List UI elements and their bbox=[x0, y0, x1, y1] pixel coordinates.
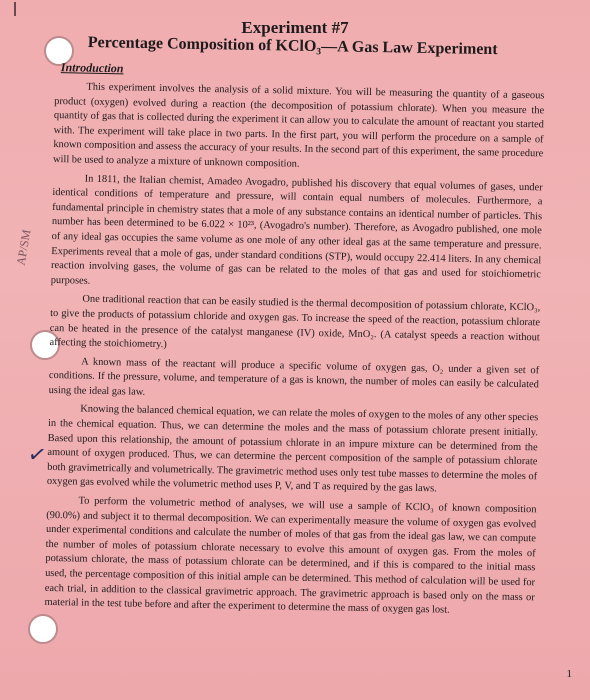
introduction-heading: Introduction bbox=[60, 60, 124, 76]
introduction-section bbox=[44, 60, 545, 624]
experiment-number-title: Experiment #7 bbox=[241, 18, 349, 37]
margin-handwritten-note: AP/SM bbox=[13, 228, 34, 267]
intro-paragraph-3: One traditional reaction that can be easily studied is the thermal decomposition of potassium chlorate, KClO₃, to give the products of potassium chloride and oxygen gas. To increase the speed of the reaction, potassium chlorate can be heated in the presence of the catalyst manganese (IV) oxide, MnO₂. (A catalyst speeds a reaction without affecting the stoichiometry.) bbox=[49, 293, 541, 351]
intro-paragraph-4: A known mass of the reactant will produce a specific volume of oxygen gas, O₂ under a given set of conditions. If the pressure, volume, and temperature of a gas is known, the number of moles can easily be calculated using the ideal gas law. bbox=[48, 356, 540, 398]
handwritten-check-icon: ✓ bbox=[26, 440, 49, 469]
intro-paragraph-2: In 1811, the Italian chemist, Amadeo Avogadro, published his discovery that equal volumes of gases, under identical conditions of temperature and pressure, will contain equal numbers of molecules. Furthermore, a fundamental principle in chemistry states that a mole of any substance contains an identical number of particles. This number has been determined to be 6.022 × 10²³, (Avogadro's number). Therefore, as Avogadro published, one mole of any ideal gas occupies the same volume as one mole of any other ideal gas at the same temperature and pressure. Experiments reveal that a mole of gas, under standard conditions (STP), would occupy 22.414 liters. In any chemical reaction involving gases, the volume of gas can be related to the moles of that gas and used for stoichiometric purposes. bbox=[50, 173, 543, 287]
intro-paragraph-6: To perform the volumetric method of analyses, we will use a sample of KClO₃ of known composition (90.0%) and subject it to thermal decomposition. We can experimentally measure the volume of oxygen gas evolved under experimental conditions and calculate the number of moles of that gas from the ideal gas law, we can compute the number of moles of potassium chlorate necessary to evolve this amount of oxygen gas. From the moles of potassium chlorate, the mass of potassium chlorate can be determined, and if this is compared to the initial mass used, the percentage composition of this initial ample can be determined. This method of calculation will be used for each trial, in addition to the classical gravimetric approach. The gravimetric approach is based only on the mass or material in the test tube before and after the experiment to determine the mass of oxygen gas lost. bbox=[44, 495, 537, 616]
intro-paragraph-5: Knowing the balanced chemical equation, we can relate the moles of oxygen to the moles of any other species in the chemical equation. Thus, we can determine the moles and the mass of potassium chlorate present initially. Based upon this relationship, the amount of potassium chlorate in an impure mixture can be determined from the amount of oxygen produced. Thus, we can determine the percent composition of the sample of potassium chlorate both gravimetrically and volumetrically. The gravimetric method uses only test tube masses to determine the moles of oxygen gas evolved while the volumetric method uses P, V, and T as required by the gas laws. bbox=[46, 404, 539, 495]
pen-mark bbox=[14, 2, 16, 16]
intro-paragraph-1: This experiment involves the analysis of a solid mixture. You will be measuring the quantity of a gaseous product (oxygen) evolved during a reaction (the decomposition of potassium chlorate). When you measure the quantity of gas that is collected during the experiment it can allow you to calculate the amount of reactant you started with. The experiment will take place in two parts. In the first part, you will perform the procedure on a sample of known composition and assess the accuracy of your results. In the second part of this experiment, the same procedure will be used to analyze a mixture of unknown composition. bbox=[52, 81, 545, 170]
page-number: 1 bbox=[566, 668, 572, 680]
experiment-subtitle: Percentage Composition of KClO₃—A Gas Law Experiment bbox=[87, 34, 498, 59]
binder-hole-bottom bbox=[28, 614, 58, 644]
